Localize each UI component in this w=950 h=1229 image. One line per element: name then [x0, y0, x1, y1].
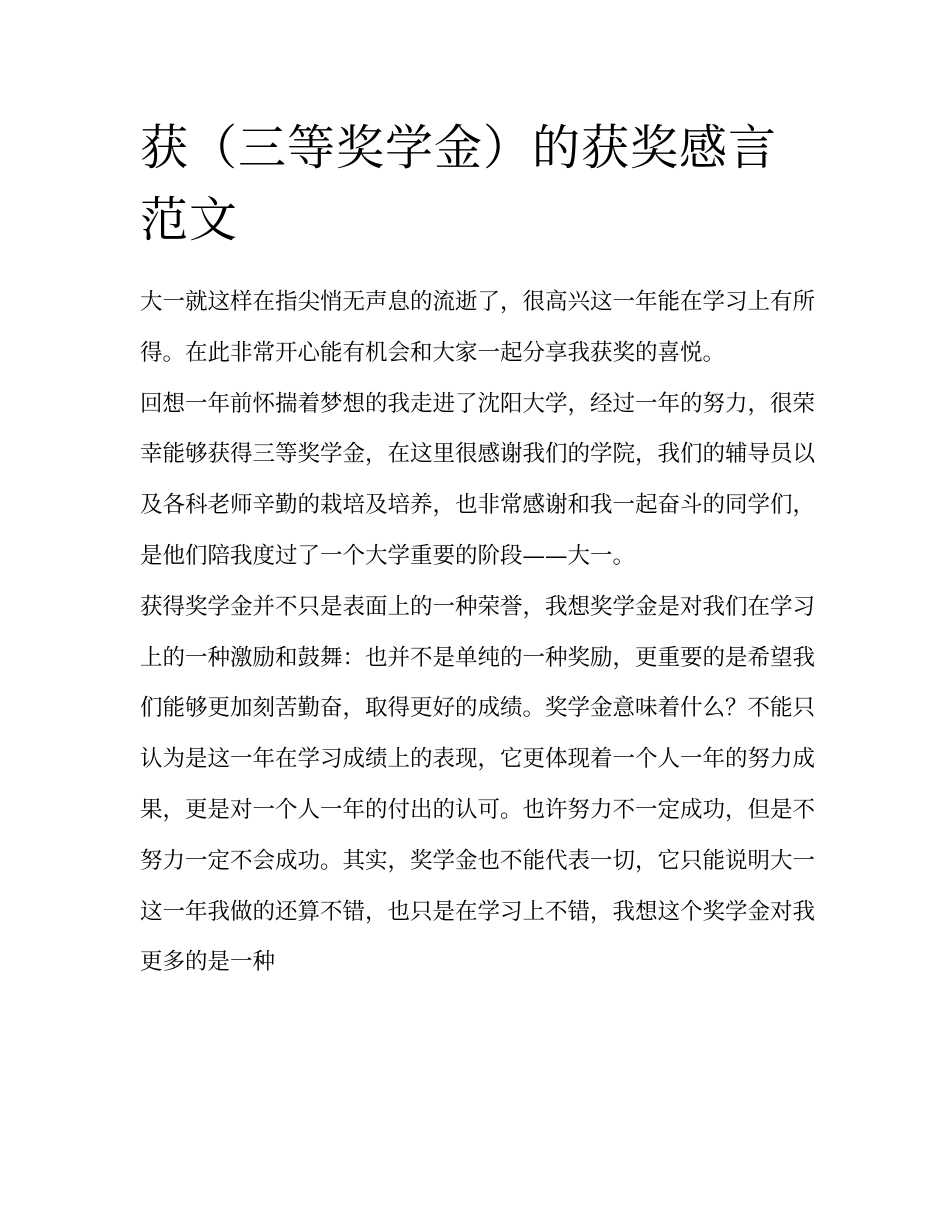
document-body	[140, 277, 815, 988]
paragraph-1: 大一就这样在指尖悄无声息的流逝了，很高兴这一年能在学习上有所得。在此非常开心能有机会和大家一起分享我获奖的喜悦。	[140, 289, 816, 366]
paragraph-2: 回想一年前怀揣着梦想的我走进了沈阳大学，经过一年的努力，很荣幸能够获得三等奖学金，在这里很感谢我们的学院，我们的辅导员以及各科老师辛勤的栽培及培养，也非常感谢和我一起奋斗的同学们，是他们陪我度过了一个大学重要的阶段——大一。	[140, 390, 816, 569]
document-title: 获（三等奖学金）的获奖感言范文	[140, 120, 778, 248]
paragraph-3: 获得奖学金并不只是表面上的一种荣誉，我想奖学金是对我们在学习上的一种激励和鼓舞：也并不是单纯的一种奖励，更重要的是希望我们能够更加刻苦勤奋，取得更好的成绩。奖学金意味着什么？不能只认为是这一年在学习成绩上的表现，它更体现着一个人一年的努力成果，更是对一个人一年的付出的认可。也许努力不一定成功，但是不努力一定不会成功。其实，奖学金也不能代表一切，它只能说明大一这一年我做的还算不错，也只是在学习上不错，我想这个奖学金对我更多的是一种	[140, 593, 816, 976]
